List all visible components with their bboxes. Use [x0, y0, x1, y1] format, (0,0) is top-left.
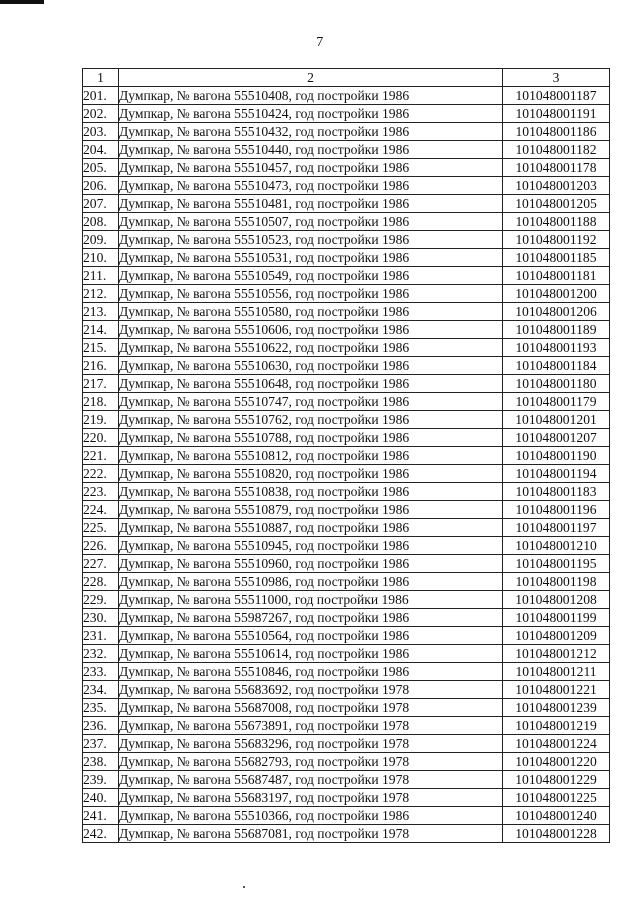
table-row — [83, 87, 610, 105]
table-row — [83, 537, 610, 555]
row-number: 234. — [83, 681, 119, 699]
row-description: Думпкар, № вагона 55510523, год постройки 1986 — [119, 231, 503, 249]
row-inventory-code: 101048001188 — [503, 213, 610, 231]
table-row — [83, 771, 610, 789]
row-number: 222. — [83, 465, 119, 483]
row-description: Думпкар, № вагона 55510580, год постройки 1986 — [119, 303, 503, 321]
row-inventory-code: 101048001179 — [503, 393, 610, 411]
row-number: 218. — [83, 393, 119, 411]
table-row — [83, 267, 610, 285]
row-description: Думпкар, № вагона 55510622, год постройки 1986 — [119, 339, 503, 357]
row-description: Думпкар, № вагона 55510820, год постройки 1986 — [119, 465, 503, 483]
row-description: Думпкар, № вагона 55510986, год постройки 1986 — [119, 573, 503, 591]
table-row — [83, 357, 610, 375]
row-inventory-code: 101048001229 — [503, 771, 610, 789]
row-description: Думпкар, № вагона 55987267, год постройки 1986 — [119, 609, 503, 627]
row-inventory-code: 101048001181 — [503, 267, 610, 285]
row-description: Думпкар, № вагона 55510408, год постройки 1986 — [119, 87, 503, 105]
table-row — [83, 555, 610, 573]
row-description: Думпкар, № вагона 55687081, год постройки 1978 — [119, 825, 503, 843]
row-inventory-code: 101048001199 — [503, 609, 610, 627]
row-number: 216. — [83, 357, 119, 375]
table-row — [83, 429, 610, 447]
row-description: Думпкар, № вагона 55510788, год постройки 1986 — [119, 429, 503, 447]
row-number: 221. — [83, 447, 119, 465]
row-description: Думпкар, № вагона 55682793, год постройки 1978 — [119, 753, 503, 771]
table-row — [83, 123, 610, 141]
table-row — [83, 249, 610, 267]
row-number: 227. — [83, 555, 119, 573]
row-description: Думпкар, № вагона 55510481, год постройки 1986 — [119, 195, 503, 213]
row-number: 225. — [83, 519, 119, 537]
inventory-table — [82, 68, 610, 843]
table-row — [83, 591, 610, 609]
table-row — [83, 321, 610, 339]
row-inventory-code: 101048001185 — [503, 249, 610, 267]
row-description: Думпкар, № вагона 55510606, год постройки 1986 — [119, 321, 503, 339]
table-row — [83, 519, 610, 537]
row-inventory-code: 101048001207 — [503, 429, 610, 447]
row-number: 229. — [83, 591, 119, 609]
table-row — [83, 735, 610, 753]
row-inventory-code: 101048001197 — [503, 519, 610, 537]
table-row — [83, 339, 610, 357]
row-number: 211. — [83, 267, 119, 285]
table-row — [83, 681, 610, 699]
table-row — [83, 141, 610, 159]
table-row — [83, 825, 610, 843]
row-inventory-code: 101048001201 — [503, 411, 610, 429]
row-number: 232. — [83, 645, 119, 663]
table-row — [83, 159, 610, 177]
row-number: 207. — [83, 195, 119, 213]
row-inventory-code: 101048001195 — [503, 555, 610, 573]
row-number: 215. — [83, 339, 119, 357]
row-number: 236. — [83, 717, 119, 735]
row-description: Думпкар, № вагона 55510887, год постройки 1986 — [119, 519, 503, 537]
column-header-inventory-code: 3 — [503, 69, 610, 87]
table-row — [83, 213, 610, 231]
row-description: Думпкар, № вагона 55510630, год постройки 1986 — [119, 357, 503, 375]
row-description: Думпкар, № вагона 55510762, год постройки 1986 — [119, 411, 503, 429]
row-number: 213. — [83, 303, 119, 321]
row-inventory-code: 101048001178 — [503, 159, 610, 177]
row-inventory-code: 101048001205 — [503, 195, 610, 213]
row-inventory-code: 101048001206 — [503, 303, 610, 321]
row-description: Думпкар, № вагона 55687487, год постройки 1978 — [119, 771, 503, 789]
row-number: 202. — [83, 105, 119, 123]
row-description: Думпкар, № вагона 55510564, год постройки 1986 — [119, 627, 503, 645]
table-row — [83, 645, 610, 663]
row-inventory-code: 101048001239 — [503, 699, 610, 717]
row-number: 205. — [83, 159, 119, 177]
table-row — [83, 483, 610, 501]
row-number: 212. — [83, 285, 119, 303]
row-description: Думпкар, № вагона 55510812, год постройки 1986 — [119, 447, 503, 465]
row-description: Думпкар, № вагона 55510432, год постройки 1986 — [119, 123, 503, 141]
row-inventory-code: 101048001187 — [503, 87, 610, 105]
row-description: Думпкар, № вагона 55687008, год постройки 1978 — [119, 699, 503, 717]
row-number: 233. — [83, 663, 119, 681]
row-inventory-code: 101048001221 — [503, 681, 610, 699]
row-inventory-code: 101048001182 — [503, 141, 610, 159]
table-row — [83, 195, 610, 213]
row-number: 208. — [83, 213, 119, 231]
row-number: 204. — [83, 141, 119, 159]
table-row — [83, 447, 610, 465]
page-number: 7 — [316, 35, 324, 50]
table-row — [83, 609, 610, 627]
row-number: 223. — [83, 483, 119, 501]
row-description: Думпкар, № вагона 55683692, год постройки 1978 — [119, 681, 503, 699]
table-row — [83, 393, 610, 411]
table-body — [83, 87, 610, 843]
row-description: Думпкар, № вагона 55511000, год постройки 1986 — [119, 591, 503, 609]
row-number: 209. — [83, 231, 119, 249]
row-description: Думпкар, № вагона 55510549, год постройки 1986 — [119, 267, 503, 285]
row-description: Думпкар, № вагона 55510507, год постройки 1986 — [119, 213, 503, 231]
row-inventory-code: 101048001224 — [503, 735, 610, 753]
row-inventory-code: 101048001192 — [503, 231, 610, 249]
row-inventory-code: 101048001220 — [503, 753, 610, 771]
row-number: 239. — [83, 771, 119, 789]
row-inventory-code: 101048001180 — [503, 375, 610, 393]
row-number: 241. — [83, 807, 119, 825]
row-description: Думпкар, № вагона 55510556, год постройки 1986 — [119, 285, 503, 303]
row-description: Думпкар, № вагона 55683296, год постройки 1978 — [119, 735, 503, 753]
row-inventory-code: 101048001210 — [503, 537, 610, 555]
row-inventory-code: 101048001189 — [503, 321, 610, 339]
row-description: Думпкар, № вагона 55510366, год постройки 1986 — [119, 807, 503, 825]
row-inventory-code: 101048001200 — [503, 285, 610, 303]
row-inventory-code: 101048001193 — [503, 339, 610, 357]
row-number: 219. — [83, 411, 119, 429]
row-inventory-code: 101048001219 — [503, 717, 610, 735]
row-inventory-code: 101048001194 — [503, 465, 610, 483]
table-row — [83, 177, 610, 195]
row-description: Думпкар, № вагона 55510473, год постройки 1986 — [119, 177, 503, 195]
table-row — [83, 501, 610, 519]
row-description: Думпкар, № вагона 55510440, год постройки 1986 — [119, 141, 503, 159]
row-inventory-code: 101048001203 — [503, 177, 610, 195]
column-header-description: 2 — [119, 69, 503, 87]
row-inventory-code: 101048001183 — [503, 483, 610, 501]
row-inventory-code: 101048001211 — [503, 663, 610, 681]
table-row — [83, 789, 610, 807]
row-inventory-code: 101048001190 — [503, 447, 610, 465]
row-description: Думпкар, № вагона 55510457, год постройки 1986 — [119, 159, 503, 177]
corner-mark — [0, 0, 44, 4]
footer-dot — [243, 886, 245, 888]
table-row — [83, 573, 610, 591]
table-row — [83, 411, 610, 429]
row-number: 210. — [83, 249, 119, 267]
row-inventory-code: 101048001184 — [503, 357, 610, 375]
row-description: Думпкар, № вагона 55510648, год постройки 1986 — [119, 375, 503, 393]
row-number: 228. — [83, 573, 119, 591]
table-row — [83, 627, 610, 645]
row-description: Думпкар, № вагона 55510838, год постройки 1986 — [119, 483, 503, 501]
row-inventory-code: 101048001198 — [503, 573, 610, 591]
table-row — [83, 303, 610, 321]
row-number: 220. — [83, 429, 119, 447]
table-row — [83, 465, 610, 483]
row-number: 217. — [83, 375, 119, 393]
column-header-number: 1 — [83, 69, 119, 87]
table-row — [83, 663, 610, 681]
row-description: Думпкар, № вагона 55510879, год постройки 1986 — [119, 501, 503, 519]
row-description: Думпкар, № вагона 55510747, год постройки 1986 — [119, 393, 503, 411]
row-inventory-code: 101048001240 — [503, 807, 610, 825]
row-description: Думпкар, № вагона 55510846, год постройки 1986 — [119, 663, 503, 681]
row-number: 231. — [83, 627, 119, 645]
row-number: 224. — [83, 501, 119, 519]
row-inventory-code: 101048001228 — [503, 825, 610, 843]
row-inventory-code: 101048001186 — [503, 123, 610, 141]
row-number: 242. — [83, 825, 119, 843]
row-number: 214. — [83, 321, 119, 339]
row-inventory-code: 101048001225 — [503, 789, 610, 807]
row-inventory-code: 101048001191 — [503, 105, 610, 123]
row-description: Думпкар, № вагона 55510614, год постройки 1986 — [119, 645, 503, 663]
header-row — [83, 69, 610, 87]
table-row — [83, 375, 610, 393]
table-row — [83, 699, 610, 717]
row-inventory-code: 101048001212 — [503, 645, 610, 663]
row-description: Думпкар, № вагона 55510424, год постройки 1986 — [119, 105, 503, 123]
row-number: 237. — [83, 735, 119, 753]
row-description: Думпкар, № вагона 55510945, год постройки 1986 — [119, 537, 503, 555]
row-inventory-code: 101048001208 — [503, 591, 610, 609]
table-row — [83, 753, 610, 771]
row-description: Думпкар, № вагона 55510531, год постройки 1986 — [119, 249, 503, 267]
row-number: 206. — [83, 177, 119, 195]
row-number: 201. — [83, 87, 119, 105]
table-row — [83, 717, 610, 735]
table-row — [83, 285, 610, 303]
table-row — [83, 105, 610, 123]
row-number: 230. — [83, 609, 119, 627]
row-inventory-code: 101048001209 — [503, 627, 610, 645]
row-number: 226. — [83, 537, 119, 555]
row-inventory-code: 101048001196 — [503, 501, 610, 519]
table-row — [83, 231, 610, 249]
row-number: 240. — [83, 789, 119, 807]
row-number: 235. — [83, 699, 119, 717]
table-row — [83, 807, 610, 825]
row-number: 203. — [83, 123, 119, 141]
row-description: Думпкар, № вагона 55683197, год постройки 1978 — [119, 789, 503, 807]
row-number: 238. — [83, 753, 119, 771]
row-description: Думпкар, № вагона 55673891, год постройки 1978 — [119, 717, 503, 735]
row-description: Думпкар, № вагона 55510960, год постройки 1986 — [119, 555, 503, 573]
